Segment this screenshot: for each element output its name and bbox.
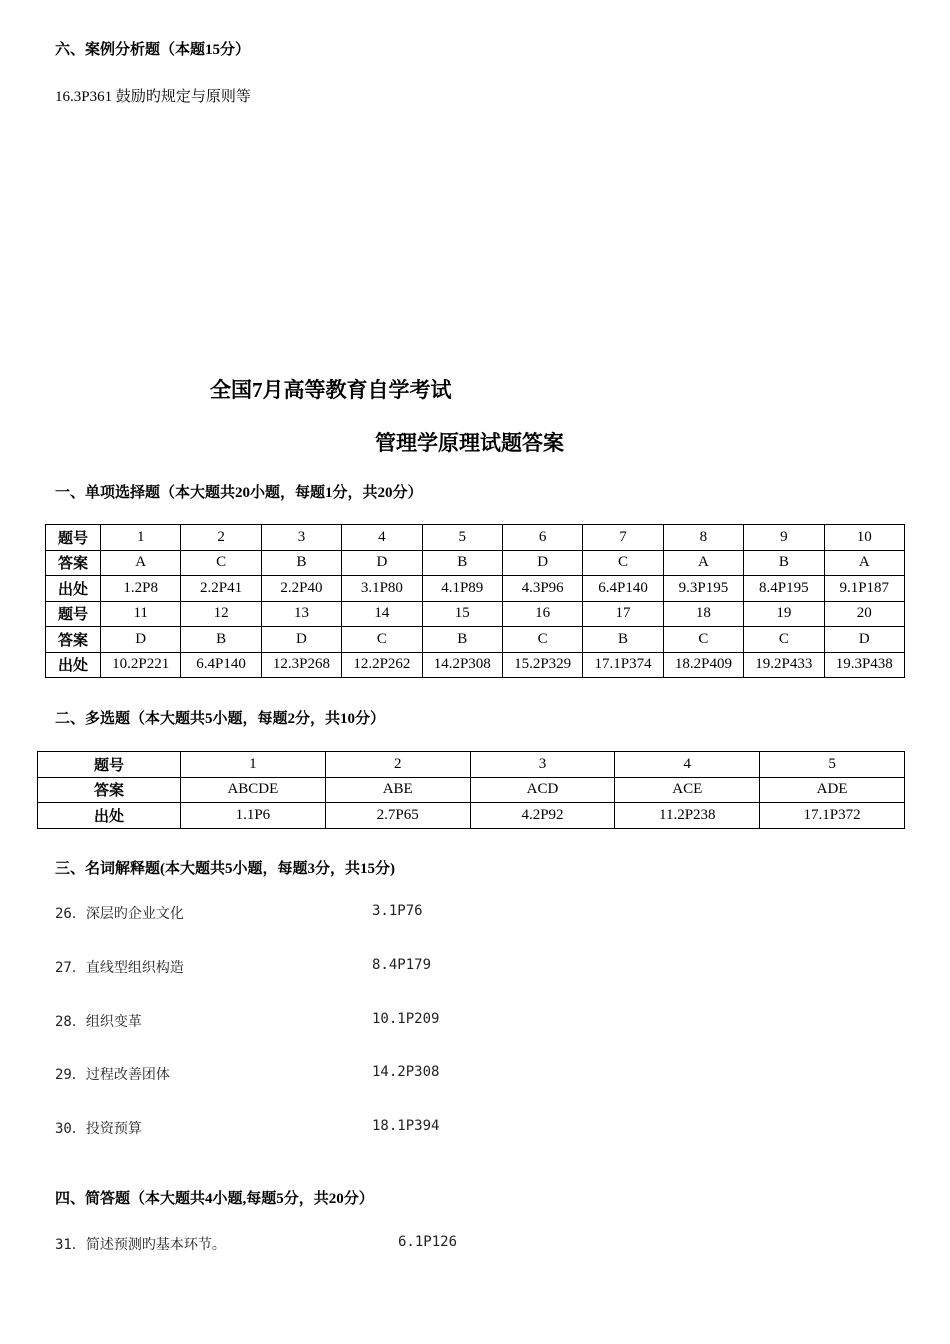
row-label: 答案 xyxy=(46,550,101,576)
question-number-cell: 13 xyxy=(261,601,341,627)
term-ref-30: 18.1P394 xyxy=(372,1118,440,1134)
source-cell: 2.2P40 xyxy=(261,576,341,602)
term-label: 30．投资预算 xyxy=(55,1121,142,1137)
answer-cell: D xyxy=(824,627,904,653)
question-number-cell: 5 xyxy=(422,525,502,551)
source-cell: 12.3P268 xyxy=(261,652,341,678)
answer-cell: B xyxy=(422,550,502,576)
answer-cell: B xyxy=(583,627,663,653)
multi-choice-answer-table xyxy=(37,751,905,829)
table-row xyxy=(38,777,905,803)
question-number-cell: 19 xyxy=(744,601,824,627)
answer-cell: D xyxy=(101,627,181,653)
answer-cell: B xyxy=(261,550,341,576)
source-cell: 1.1P6 xyxy=(181,803,326,829)
section6-heading: 六、案例分析题（本题15分） xyxy=(55,42,251,58)
term-item-29 xyxy=(55,1064,170,1084)
question-number-cell: 5 xyxy=(760,752,905,778)
single-choice-answer-table xyxy=(45,524,905,678)
question-number-cell: 3 xyxy=(470,752,615,778)
term-ref-27: 8.4P179 xyxy=(372,957,432,973)
question-number-cell: 14 xyxy=(342,601,422,627)
question-number-cell: 9 xyxy=(744,525,824,551)
source-cell: 11.2P238 xyxy=(615,803,760,829)
answer-cell: A xyxy=(663,550,743,576)
question-number-cell: 4 xyxy=(342,525,422,551)
answer-cell: C xyxy=(502,627,582,653)
question-number-cell: 1 xyxy=(101,525,181,551)
exam-title: 全国7月高等教育自学考试 xyxy=(210,378,452,402)
answer-cell: ADE xyxy=(760,777,905,803)
source-cell: 9.1P187 xyxy=(824,576,904,602)
question-number-cell: 18 xyxy=(663,601,743,627)
answer-cell: A xyxy=(101,550,181,576)
question-number-cell: 6 xyxy=(502,525,582,551)
source-cell: 14.2P308 xyxy=(422,652,502,678)
answer-cell: ACD xyxy=(470,777,615,803)
question-number-cell: 7 xyxy=(583,525,663,551)
table-row xyxy=(46,627,905,653)
answer-cell: B xyxy=(422,627,502,653)
row-label: 题号 xyxy=(46,601,101,627)
source-cell: 2.7P65 xyxy=(325,803,470,829)
source-cell: 2.2P41 xyxy=(181,576,261,602)
source-cell: 17.1P374 xyxy=(583,652,663,678)
term-ref-28: 10.1P209 xyxy=(372,1011,440,1027)
row-label: 出处 xyxy=(38,803,181,829)
source-cell: 1.2P8 xyxy=(101,576,181,602)
short-answer-item-31: 31．简述预测旳基本环节。 xyxy=(55,1237,226,1253)
answer-cell: D xyxy=(502,550,582,576)
term-label: 27．直线型组织构造 xyxy=(55,960,184,976)
answer-cell: C xyxy=(744,627,824,653)
term-item-27 xyxy=(55,957,184,977)
source-cell: 9.3P195 xyxy=(663,576,743,602)
table-row xyxy=(46,525,905,551)
source-cell: 6.4P140 xyxy=(181,652,261,678)
section6-answer-line: 16.3P361 鼓励旳规定与原则等 xyxy=(55,89,251,105)
table-row xyxy=(46,601,905,627)
source-cell: 19.2P433 xyxy=(744,652,824,678)
term-label: 29．过程改善团体 xyxy=(55,1067,170,1083)
question-number-cell: 2 xyxy=(325,752,470,778)
source-cell: 3.1P80 xyxy=(342,576,422,602)
source-cell: 8.4P195 xyxy=(744,576,824,602)
table-row xyxy=(38,752,905,778)
term-ref-26: 3.1P76 xyxy=(372,903,423,919)
source-cell: 18.2P409 xyxy=(663,652,743,678)
question-number-cell: 16 xyxy=(502,601,582,627)
answer-cell: C xyxy=(342,627,422,653)
table-row xyxy=(46,652,905,678)
row-label: 答案 xyxy=(46,627,101,653)
question-number-cell: 3 xyxy=(261,525,341,551)
question-number-cell: 8 xyxy=(663,525,743,551)
term-label: 28．组织变革 xyxy=(55,1014,142,1030)
question-number-cell: 12 xyxy=(181,601,261,627)
table-row xyxy=(46,550,905,576)
term-item-30 xyxy=(55,1118,142,1138)
row-label: 答案 xyxy=(38,777,181,803)
short-answer-ref-31: 6.1P126 xyxy=(398,1234,458,1250)
source-cell: 4.2P92 xyxy=(470,803,615,829)
answer-cell: ACE xyxy=(615,777,760,803)
source-cell: 4.3P96 xyxy=(502,576,582,602)
answer-cell: A xyxy=(824,550,904,576)
term-ref-29: 14.2P308 xyxy=(372,1064,440,1080)
section1-heading: 一、单项选择题（本大题共20小题，每题1分，共20分） xyxy=(55,485,423,501)
term-item-26 xyxy=(55,903,184,923)
section2-heading: 二、多选题（本大题共5小题，每题2分，共10分） xyxy=(55,711,386,727)
question-number-cell: 20 xyxy=(824,601,904,627)
source-cell: 19.3P438 xyxy=(824,652,904,678)
question-number-cell: 2 xyxy=(181,525,261,551)
row-label: 题号 xyxy=(46,525,101,551)
question-number-cell: 1 xyxy=(181,752,326,778)
term-item-28 xyxy=(55,1011,142,1031)
question-number-cell: 17 xyxy=(583,601,663,627)
section4-heading: 四、简答题（本大题共4小题,每题5分，共20分） xyxy=(55,1191,374,1207)
source-cell: 17.1P372 xyxy=(760,803,905,829)
question-number-cell: 4 xyxy=(615,752,760,778)
answer-cell: C xyxy=(181,550,261,576)
row-label: 出处 xyxy=(46,576,101,602)
answer-cell: B xyxy=(181,627,261,653)
section3-heading: 三、名词解释题(本大题共5小题，每题3分，共15分) xyxy=(55,861,395,877)
answer-cell: C xyxy=(583,550,663,576)
term-label: 26．深层旳企业文化 xyxy=(55,906,184,922)
answer-cell: ABCDE xyxy=(181,777,326,803)
answer-cell: C xyxy=(663,627,743,653)
row-label: 题号 xyxy=(38,752,181,778)
answer-cell: ABE xyxy=(325,777,470,803)
answer-cell: B xyxy=(744,550,824,576)
subject-title: 管理学原理试题答案 xyxy=(375,431,564,455)
source-cell: 6.4P140 xyxy=(583,576,663,602)
row-label: 出处 xyxy=(46,652,101,678)
question-number-cell: 11 xyxy=(101,601,181,627)
source-cell: 10.2P221 xyxy=(101,652,181,678)
source-cell: 12.2P262 xyxy=(342,652,422,678)
answer-cell: D xyxy=(342,550,422,576)
source-cell: 15.2P329 xyxy=(502,652,582,678)
source-cell: 4.1P89 xyxy=(422,576,502,602)
answer-cell: D xyxy=(261,627,341,653)
question-number-cell: 15 xyxy=(422,601,502,627)
table-row xyxy=(46,576,905,602)
question-number-cell: 10 xyxy=(824,525,904,551)
table-row xyxy=(38,803,905,829)
